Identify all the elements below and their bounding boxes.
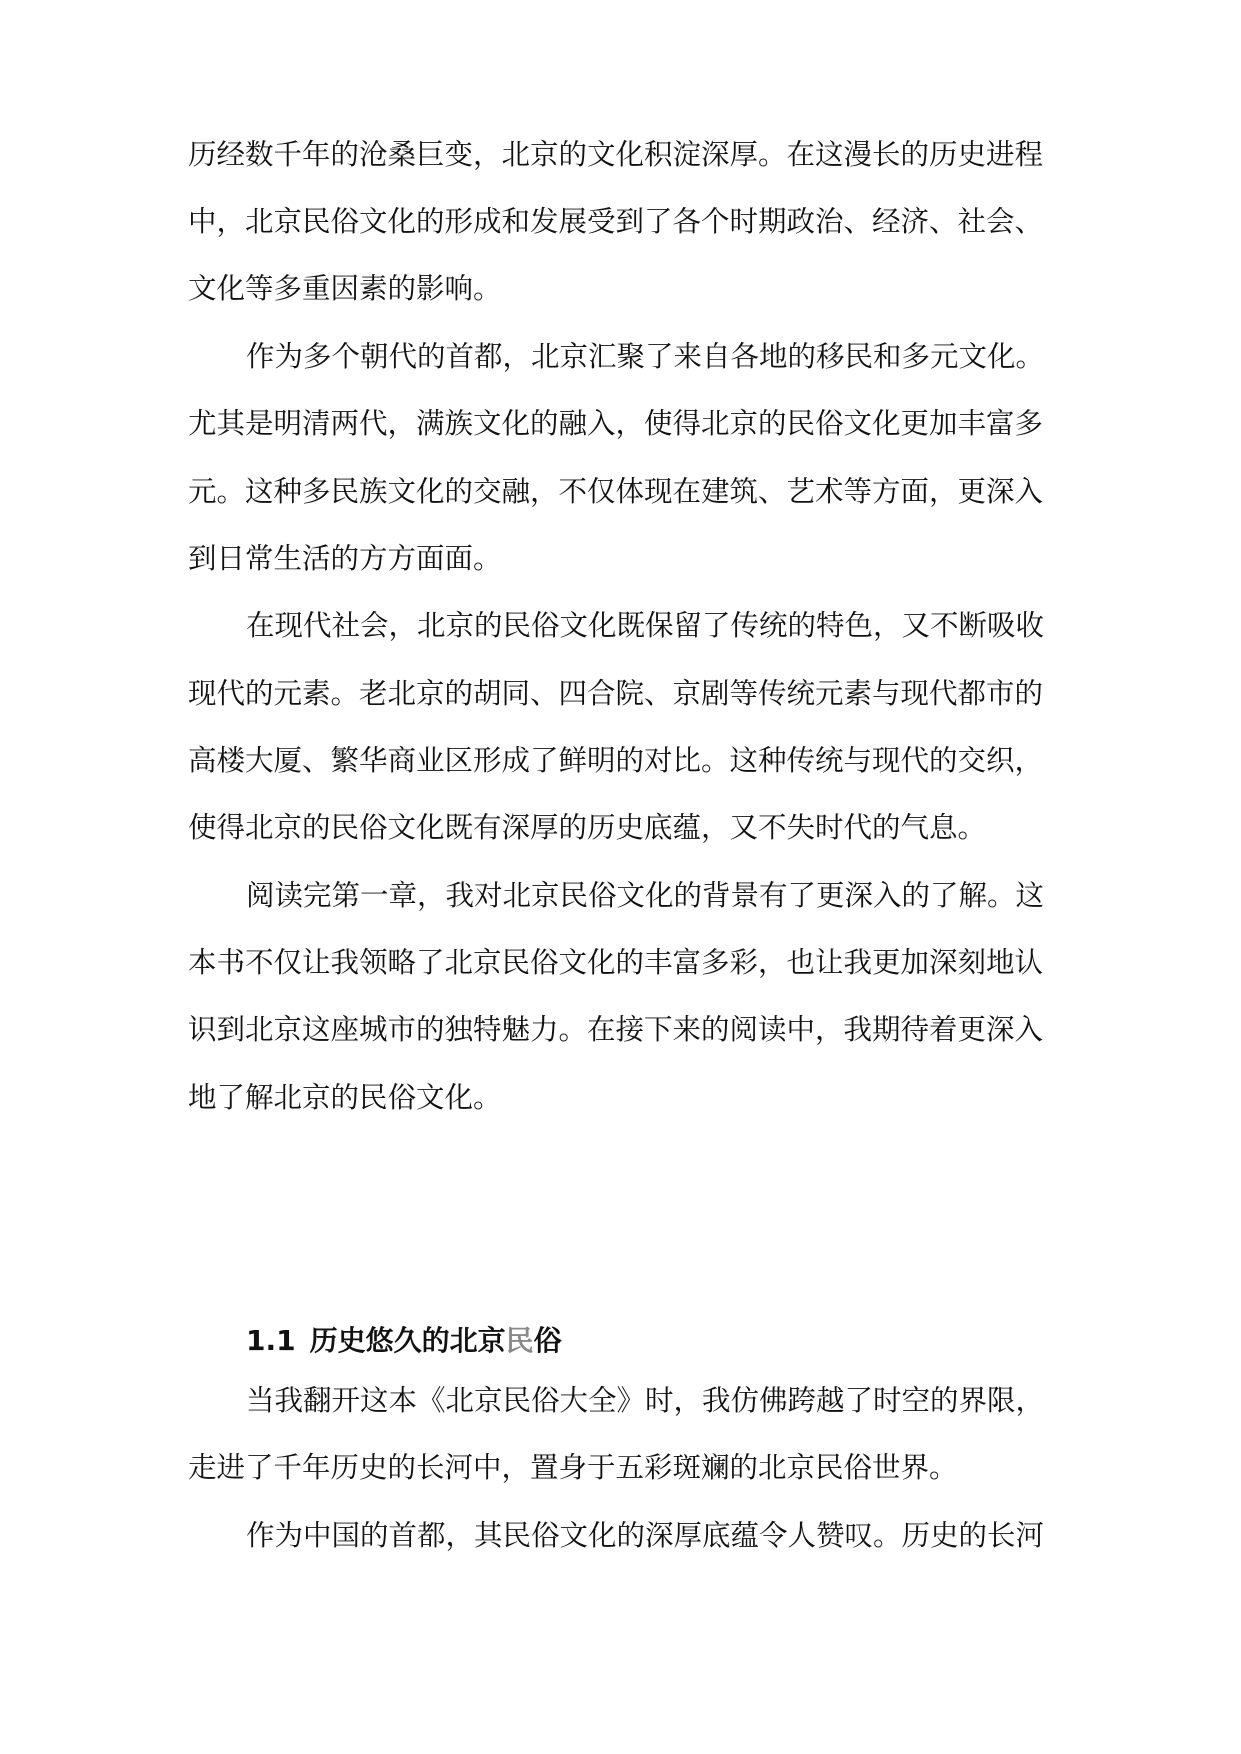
section-title-part-2: 民 bbox=[505, 1324, 534, 1357]
paragraph-5-line-2: 走进了千年历史的长河中，置身于五彩斑斓的北京民俗世界。 bbox=[188, 1451, 958, 1484]
section-title-part-3: 俗 bbox=[533, 1324, 562, 1357]
paragraph-1-line-1: 历经数千年的沧桑巨变，北京的文化积淀深厚。在这漫长的历史进程 bbox=[188, 138, 1044, 171]
paragraph-2-line-2: 尤其是明清两代，满族文化的融入，使得北京的民俗文化更加丰富多 bbox=[188, 407, 1044, 440]
paragraph-1-line-2: 中，北京民俗文化的形成和发展受到了各个时期政治、经济、社会、 bbox=[188, 205, 1044, 238]
paragraph-2-line-1: 作为多个朝代的首都，北京汇聚了来自各地的移民和多元文化。 bbox=[246, 340, 1045, 373]
section-title-part-1: 历史悠久的北京 bbox=[309, 1324, 506, 1357]
paragraph-4-line-3: 识到北京这座城市的独特魅力。在接下来的阅读中，我期待着更深入 bbox=[188, 1013, 1044, 1046]
paragraph-6-line-1: 作为中国的首都，其民俗文化的深厚底蕴令人赞叹。历史的长河 bbox=[246, 1519, 1045, 1552]
section-number: 1.1 bbox=[246, 1324, 296, 1357]
paragraph-3-line-1: 在现代社会，北京的民俗文化既保留了传统的特色，又不断吸收 bbox=[246, 609, 1045, 642]
paragraph-3-line-4: 使得北京的民俗文化既有深厚的历史底蕴，又不失时代的气息。 bbox=[188, 811, 987, 844]
paragraph-5-line-1: 当我翻开这本《北京民俗大全》时，我仿佛跨越了时空的界限， bbox=[246, 1384, 1045, 1417]
paragraph-3-line-3: 高楼大厦、繁华商业区形成了鲜明的对比。这种传统与现代的交织， bbox=[188, 744, 1044, 777]
paragraph-4-line-2: 本书不仅让我领略了北京民俗文化的丰富多彩，也让我更加深刻地认 bbox=[188, 946, 1044, 979]
paragraph-1-line-3: 文化等多重因素的影响。 bbox=[188, 272, 502, 305]
paragraph-3-line-2: 现代的元素。老北京的胡同、四合院、京剧等传统元素与现代都市的 bbox=[188, 677, 1044, 710]
paragraph-2-line-4: 到日常生活的方方面面。 bbox=[188, 542, 502, 575]
section-heading bbox=[246, 1319, 562, 1359]
paragraph-4-line-1: 阅读完第一章，我对北京民俗文化的背景有了更深入的了解。这 bbox=[246, 879, 1045, 912]
paragraph-4-line-4: 地了解北京的民俗文化。 bbox=[188, 1081, 502, 1114]
paragraph-2-line-3: 元。这种多民族文化的交融，不仅体现在建筑、艺术等方面，更深入 bbox=[188, 475, 1044, 508]
